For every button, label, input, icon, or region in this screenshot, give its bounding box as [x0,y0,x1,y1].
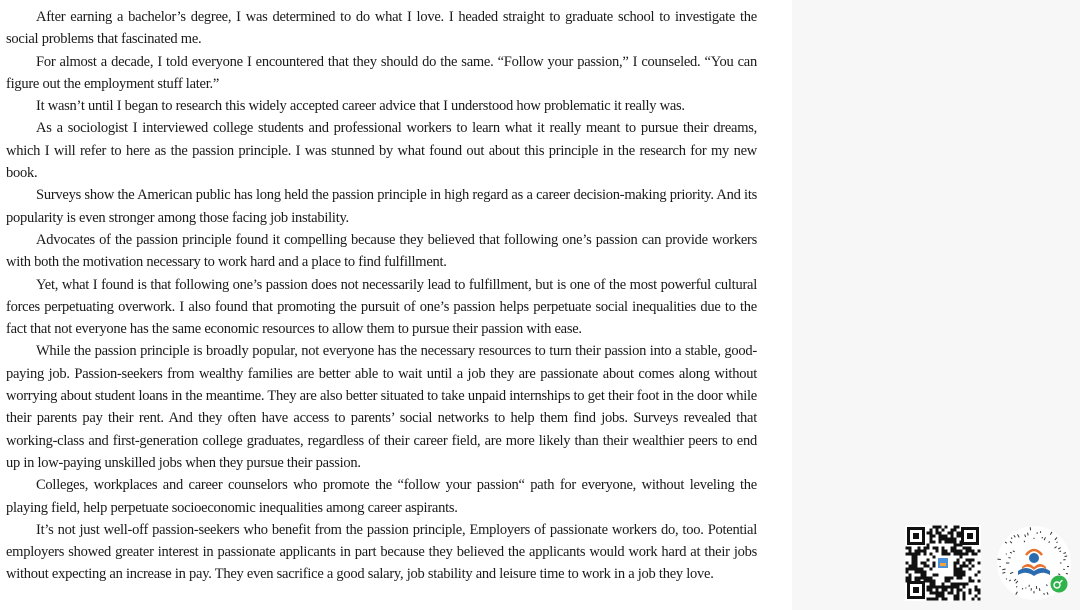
paragraph-6: Advocates of the passion principle found it compelling because they believed that following one’s passion can provide workers with both the motivation necessary to work hard and a place to find fulfillment. [6,231,757,271]
paragraph-2: For almost a decade, I told everyone I encountered that they should do the same. “Follow your passion,” I counseled. “You can figure out the employment stuff later.” [6,53,757,92]
circular-book-logo-icon [996,525,1072,601]
paragraph-8: While the passion principle is broadly popular, not everyone has the necessary resources to turn their passion into a stable, good-paying job. Passion-seekers from wealthy families are better able to wait until a job they are passionate about comes along without worrying about student loans in the meantime. They are also better situated to take unpaid internships to get their foot in the door while their parents pay their rent. And they often have access to parents’ social networks to help them find jobs. Surveys revealed that working-class and first-generation college graduates, regardless of their career field, are more likely than their wealthier peers to end up in low-paying unskilled jobs when they pursue their passion. [6,343,757,471]
green-badge-icon [1050,575,1068,593]
paragraph-10: It’s not just well-off passion-seekers who benefit from the passion principle, Employers of passionate workers do, too. Potential employers showed greater interest in passionate applicants in part because they believed the applicants would work hard at their jobs without expecting an increase in pay. They even sacrifice a good salary, job stability and leisure time to work in a job they love. [6,521,757,583]
paragraph-3: It wasn’t until I began to research this widely accepted career advice that I understood how problematic it really was. [36,98,685,115]
side-panel [792,0,1080,610]
paragraph-5: Surveys show the American public has long held the passion principle in high regard as a career decision-making priority. And its popularity is even stronger among those facing job instability. [6,187,757,226]
paragraph-9: Colleges, workplaces and career counselors who promote the “follow your passion“ path for everyone, without leveling the playing field, help perpetuate socioeconomic inequalities among career aspirants. [6,477,757,516]
paragraph-7: Yet, what I found is that following one’s passion does not necessarily lead to fulfillment, but is one of the most powerful cultural forces perpetuating overwork. I also found that promoting the pursuit of one’s passion helps perpetuate social inequalities due to the fact that not everyone has the same economic resources to allow them to pursue their passion with ease. [6,276,757,338]
paragraph-1: After earning a bachelor’s degree, I was determined to do what I love. I headed straight to graduate school to investigate the social problems that fascinated me. [6,9,757,48]
qr-code-icon [905,525,981,601]
paragraph-4: As a sociologist I interviewed college students and professional workers to learn what it really meant to pursue their dreams, which I will refer to here as the passion principle. I was stunned by what found out about this principle in the research for my new book. [6,120,757,182]
article-text [6,6,757,586]
